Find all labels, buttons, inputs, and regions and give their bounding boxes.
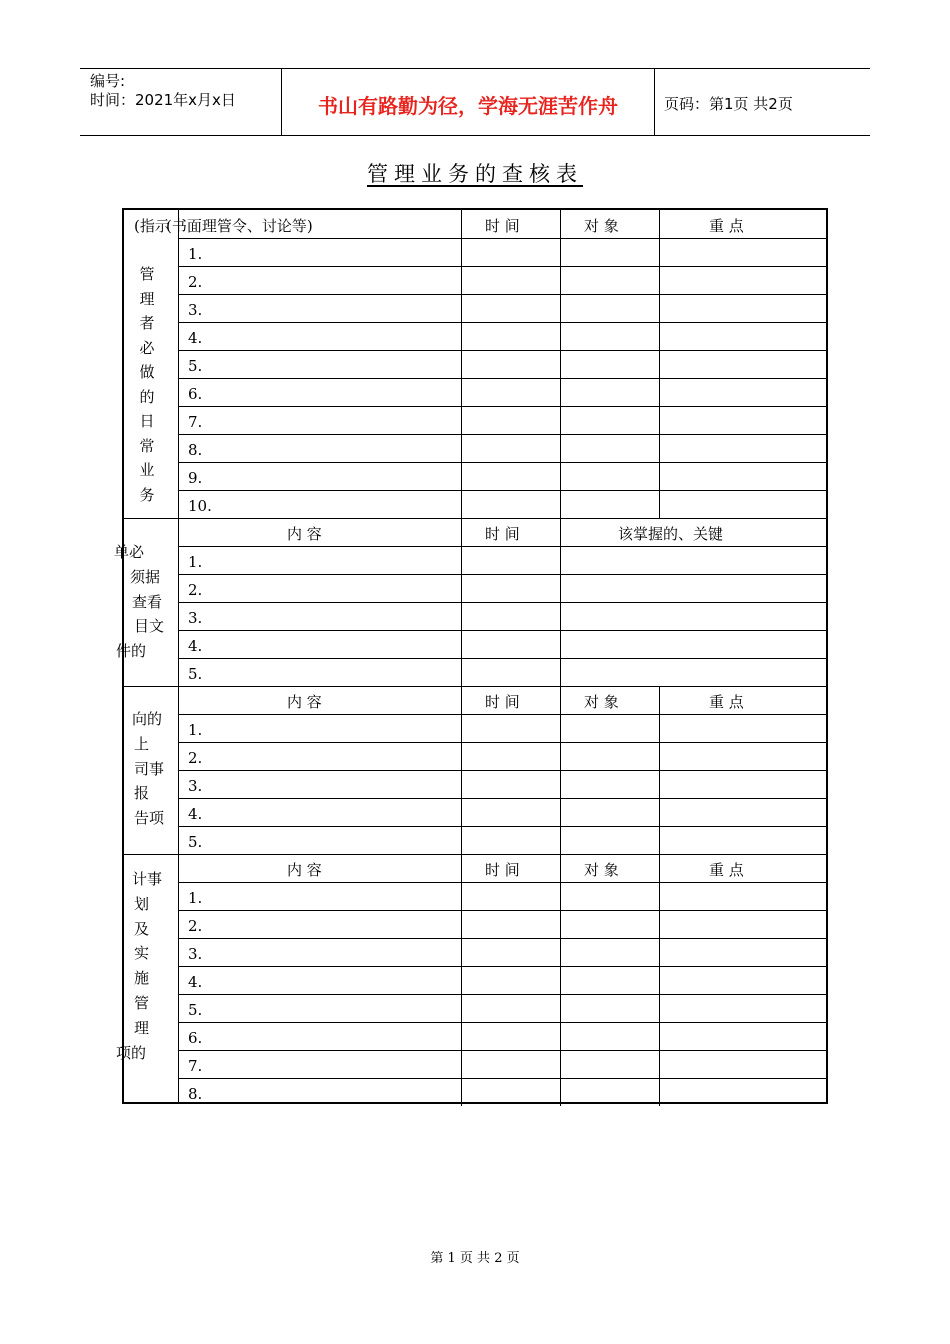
section-label-line: 须据 [130, 567, 161, 586]
row-divider [178, 1078, 826, 1079]
document-date-label: 时间：2021年x月x日 [90, 91, 236, 109]
header-motto: 书山有路勤为径，学海无涯苦作舟 [318, 94, 618, 118]
header-top-rule [80, 68, 870, 69]
row-number: 3. [188, 777, 203, 795]
section-label-line: 目文 [134, 617, 165, 636]
column-divider [560, 686, 561, 854]
column-divider [461, 210, 462, 518]
row-number: 8. [188, 1085, 203, 1103]
section-divider [124, 854, 826, 855]
row-divider [178, 406, 826, 407]
row-divider [178, 966, 826, 967]
row-divider [178, 770, 826, 771]
row-number: 1. [188, 245, 203, 263]
column-divider [659, 854, 660, 1106]
section-label-line: 实 [134, 944, 150, 963]
section-label-line: 告项 [134, 809, 165, 828]
section-label-line: 查看 [132, 592, 163, 611]
row-divider [178, 938, 826, 939]
row-divider [178, 742, 826, 743]
row-divider [178, 378, 826, 379]
section-label-line: 项的 [116, 1043, 147, 1062]
row-number: 8. [188, 441, 203, 459]
section-divider [124, 518, 826, 519]
section-header-time: 时 间 [485, 861, 520, 879]
section-header-time: 时 间 [485, 525, 520, 543]
section-header-focus: 重 点 [709, 217, 744, 235]
page-title: 管理业务的查核表 [367, 162, 583, 186]
section-header-keypoints: 该掌握的、关键 [618, 525, 724, 543]
column-divider [461, 518, 462, 686]
row-divider [178, 882, 826, 883]
column-divider [461, 854, 462, 1106]
section-label-line: 件的 [116, 642, 147, 661]
section-label-line: 计事 [132, 870, 163, 888]
row-number: 4. [188, 637, 203, 655]
row-divider [178, 490, 826, 491]
row-number: 1. [188, 553, 203, 571]
row-divider [178, 350, 826, 351]
page-footer: 第 1 页 共 2 页 [430, 1251, 520, 1266]
row-number: 4. [188, 805, 203, 823]
section-label-line: 向的 [132, 710, 163, 728]
row-divider [178, 462, 826, 463]
section-header-focus: 重 点 [709, 861, 744, 879]
header-bottom-rule [80, 135, 870, 136]
row-number: 5. [188, 833, 203, 851]
section-label-line: 施 [134, 969, 150, 988]
section-label-line: 划 [134, 894, 150, 913]
section-header-time: 时 间 [485, 693, 520, 711]
row-divider [178, 798, 826, 799]
column-divider [560, 210, 561, 518]
section-header-content: 内 容 [287, 693, 322, 711]
section-header-target: 对 象 [584, 861, 619, 879]
column-divider [560, 854, 561, 1106]
row-divider [178, 266, 826, 267]
row-number: 5. [188, 1001, 203, 1019]
header-page-label: 页码：第1页 共2页 [664, 95, 793, 113]
header-divider-right [654, 68, 655, 136]
document-number-label: 编号: [90, 72, 126, 90]
section-header-target: 对 象 [584, 217, 619, 235]
section-header-focus: 重 点 [709, 693, 744, 711]
row-number: 4. [188, 973, 203, 991]
row-divider [178, 238, 826, 239]
section-header-time: 时 间 [485, 217, 520, 235]
row-number: 6. [188, 385, 203, 403]
review-table [114, 208, 828, 1104]
section-header-content: 内 容 [287, 861, 322, 879]
section-label-daily-tasks: 管理者必做的日常业务 [139, 265, 155, 504]
row-number: 6. [188, 1029, 203, 1047]
section-label-line: 管 [134, 994, 150, 1012]
row-divider [178, 1022, 826, 1023]
row-number: 10. [188, 497, 212, 515]
row-divider [178, 574, 826, 575]
row-divider [178, 322, 826, 323]
row-divider [178, 546, 826, 547]
row-divider [178, 714, 826, 715]
section-label-line: 理 [134, 1018, 150, 1037]
row-number: 9. [188, 469, 203, 487]
row-number: 2. [188, 749, 203, 767]
row-number: 4. [188, 329, 203, 347]
section-label-line: 上 [134, 734, 150, 753]
row-number: 3. [188, 945, 203, 963]
section-label-line: 及 [134, 919, 150, 938]
row-number: 1. [188, 721, 203, 739]
row-number: 7. [188, 1057, 203, 1075]
row-divider [178, 434, 826, 435]
row-divider [178, 294, 826, 295]
row-divider [178, 602, 826, 603]
section-divider [124, 686, 826, 687]
row-number: 3. [188, 301, 203, 319]
section-header-content: (书面理管令、讨论等) [166, 217, 313, 235]
section-header-note: (指示 [134, 217, 170, 235]
section-header-target: 对 象 [584, 693, 619, 711]
row-number: 2. [188, 581, 203, 599]
row-divider [178, 1050, 826, 1051]
row-divider [178, 630, 826, 631]
row-number: 2. [188, 273, 203, 291]
row-number: 7. [188, 413, 203, 431]
row-divider [178, 910, 826, 911]
column-divider [560, 518, 561, 686]
column-divider [659, 210, 660, 518]
side-column-divider [178, 210, 179, 1102]
section-label-line: 司事 [134, 759, 165, 778]
row-number: 5. [188, 357, 203, 375]
row-number: 1. [188, 889, 203, 907]
row-number: 2. [188, 917, 203, 935]
row-number: 5. [188, 665, 203, 683]
row-divider [178, 826, 826, 827]
column-divider [461, 686, 462, 854]
row-number: 3. [188, 609, 203, 627]
section-header-content: 内 容 [287, 525, 322, 543]
row-divider [178, 994, 826, 995]
section-label-line: 报 [134, 784, 150, 803]
section-label-line: 单必 [114, 543, 145, 561]
row-divider [178, 658, 826, 659]
column-divider [659, 686, 660, 854]
